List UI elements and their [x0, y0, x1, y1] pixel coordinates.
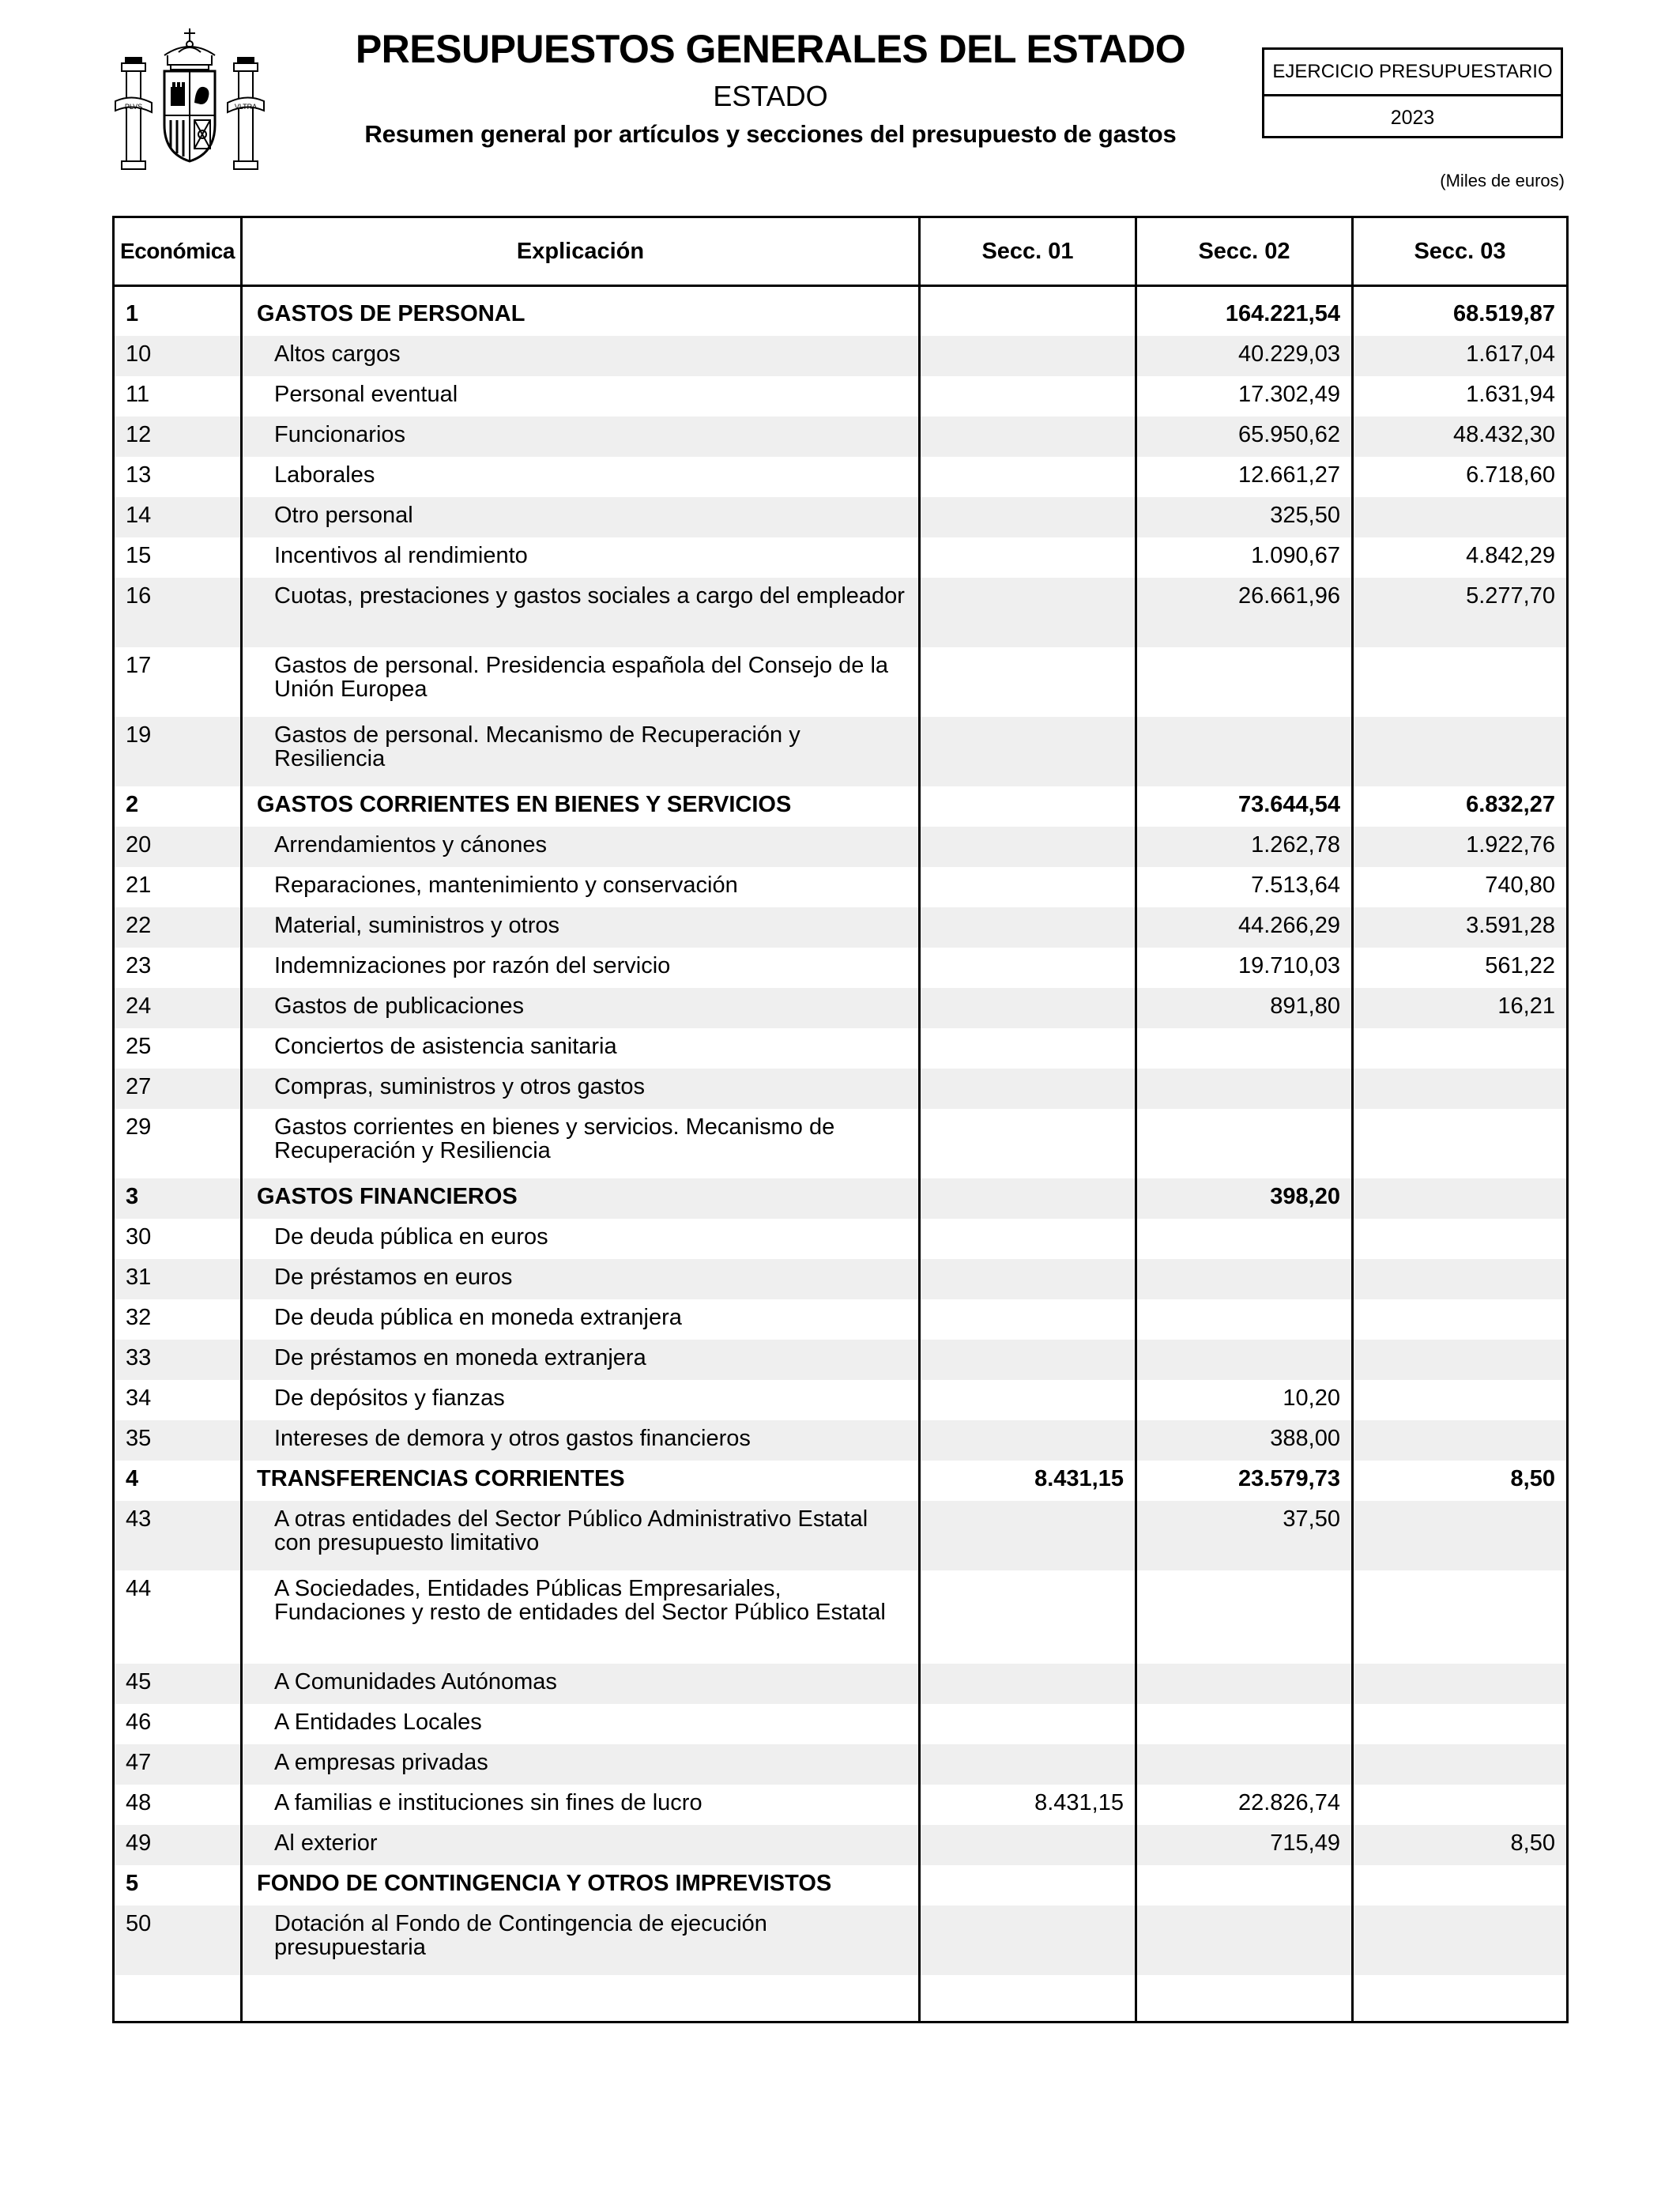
cell-economica: 4 [114, 1461, 242, 1501]
cell-economica: 2 [114, 786, 242, 827]
cell-secc02 [1136, 1219, 1353, 1259]
cell-secc02 [1136, 1704, 1353, 1744]
cell-secc03: 1.922,76 [1353, 827, 1568, 867]
ejercicio-year: 2023 [1390, 107, 1435, 129]
cell-economica: 10 [114, 336, 242, 376]
table-row [114, 1219, 1568, 1259]
cell-secc03: 1.617,04 [1353, 336, 1568, 376]
cell-secc01 [920, 1299, 1136, 1340]
cell-explicacion: De préstamos en moneda extranjera [242, 1340, 920, 1380]
cell-explicacion: GASTOS CORRIENTES EN BIENES Y SERVICIOS [242, 786, 920, 827]
cell-secc01 [920, 786, 1136, 827]
cell-secc01 [920, 1704, 1136, 1744]
cell-economica: 19 [114, 717, 242, 786]
cell-secc03 [1353, 1178, 1568, 1219]
cell-secc02: 37,50 [1136, 1501, 1353, 1570]
cell-secc02 [1136, 1299, 1353, 1340]
table-row [114, 647, 1568, 717]
cell-secc03 [1353, 1340, 1568, 1380]
cell-secc03: 68.519,87 [1353, 296, 1568, 336]
cell-secc03: 6.718,60 [1353, 457, 1568, 497]
cell-explicacion: Cuotas, prestaciones y gastos sociales a cargo del empleador [242, 578, 920, 647]
table-end-row [114, 1975, 1568, 2022]
table-row [114, 1299, 1568, 1340]
cell-secc02: 398,20 [1136, 1178, 1353, 1219]
cell-secc03: 8,50 [1353, 1461, 1568, 1501]
cell-secc02: 65.950,62 [1136, 417, 1353, 457]
cell-economica: 24 [114, 988, 242, 1028]
table-row [114, 336, 1568, 376]
cell-economica: 1 [114, 296, 242, 336]
cell-secc01 [920, 867, 1136, 907]
cell-secc01 [920, 907, 1136, 948]
ejercicio-box [1262, 47, 1563, 138]
cell-secc02: 1.262,78 [1136, 827, 1353, 867]
cell-economica: 27 [114, 1069, 242, 1109]
cell-secc01 [920, 1570, 1136, 1664]
cell-secc02: 7.513,64 [1136, 867, 1353, 907]
cell-secc03 [1353, 1664, 1568, 1704]
cell-economica: 12 [114, 417, 242, 457]
cell-economica: 25 [114, 1028, 242, 1069]
table-row [114, 1825, 1568, 1865]
cell-secc01 [920, 1906, 1136, 1975]
cell-secc02 [1136, 1109, 1353, 1178]
table-row [114, 867, 1568, 907]
cell-secc03 [1353, 1380, 1568, 1420]
cell-secc03 [1353, 1219, 1568, 1259]
cell-secc02: 891,80 [1136, 988, 1353, 1028]
cell-economica: 46 [114, 1704, 242, 1744]
cell-secc03 [1353, 1501, 1568, 1570]
header-explicacion: Explicación [242, 217, 920, 286]
cell-explicacion: De deuda pública en moneda extranjera [242, 1299, 920, 1340]
cell-secc01 [920, 1664, 1136, 1704]
cell-secc03: 16,21 [1353, 988, 1568, 1028]
cell-secc03 [1353, 1744, 1568, 1785]
cell-secc02 [1136, 1340, 1353, 1380]
cell-economica: 31 [114, 1259, 242, 1299]
page-title: PRESUPUESTOS GENERALES DEL ESTADO [355, 27, 1186, 71]
cell-secc01 [920, 1219, 1136, 1259]
table-row [114, 457, 1568, 497]
cell-secc03: 740,80 [1353, 867, 1568, 907]
emblem-vltra: VLTRA [234, 103, 258, 111]
cell-secc01 [920, 578, 1136, 647]
cell-secc02: 17.302,49 [1136, 376, 1353, 417]
cell-secc01 [920, 1865, 1136, 1906]
cell-secc02 [1136, 1865, 1353, 1906]
cell-secc02: 22.826,74 [1136, 1785, 1353, 1825]
cell-secc03 [1353, 647, 1568, 717]
cell-economica: 5 [114, 1865, 242, 1906]
cell-secc02 [1136, 717, 1353, 786]
cell-secc02: 23.579,73 [1136, 1461, 1353, 1501]
cell-secc02 [1136, 1906, 1353, 1975]
cell-secc03 [1353, 1865, 1568, 1906]
cell-explicacion: Incentivos al rendimiento [242, 537, 920, 578]
table-row [114, 1461, 1568, 1501]
cell-secc03 [1353, 1109, 1568, 1178]
cell-secc02: 388,00 [1136, 1420, 1353, 1461]
cell-secc02 [1136, 1259, 1353, 1299]
units-note: (Miles de euros) [1440, 171, 1565, 190]
page-subtitle: ESTADO [713, 80, 828, 112]
cell-secc01 [920, 1825, 1136, 1865]
table-row [114, 1704, 1568, 1744]
cell-explicacion: Gastos de publicaciones [242, 988, 920, 1028]
table-row [114, 1069, 1568, 1109]
cell-secc03 [1353, 1259, 1568, 1299]
cell-secc02: 73.644,54 [1136, 786, 1353, 827]
table-row [114, 1340, 1568, 1380]
cell-explicacion: Gastos corrientes en bienes y servicios. Mecanismo de Recuperación y Resiliencia [242, 1109, 920, 1178]
cell-secc01 [920, 537, 1136, 578]
cell-secc03: 3.591,28 [1353, 907, 1568, 948]
cell-economica: 16 [114, 578, 242, 647]
cell-explicacion: De deuda pública en euros [242, 1219, 920, 1259]
cell-secc01 [920, 457, 1136, 497]
cell-explicacion: A familias e instituciones sin fines de lucro [242, 1785, 920, 1825]
cell-secc01 [920, 1178, 1136, 1219]
cell-economica: 50 [114, 1906, 242, 1975]
cell-economica: 22 [114, 907, 242, 948]
cell-economica: 35 [114, 1420, 242, 1461]
cell-secc02: 10,20 [1136, 1380, 1353, 1420]
cell-secc02 [1136, 1664, 1353, 1704]
cell-explicacion: Intereses de demora y otros gastos financieros [242, 1420, 920, 1461]
cell-economica: 34 [114, 1380, 242, 1420]
cell-secc01 [920, 647, 1136, 717]
cell-secc01 [920, 827, 1136, 867]
cell-explicacion: Altos cargos [242, 336, 920, 376]
cell-economica: 23 [114, 948, 242, 988]
cell-secc03 [1353, 1785, 1568, 1825]
cell-secc01 [920, 1420, 1136, 1461]
table-row [114, 907, 1568, 948]
ejercicio-label: EJERCICIO PRESUPUESTARIO [1264, 50, 1561, 96]
cell-explicacion: Al exterior [242, 1825, 920, 1865]
cell-secc03: 561,22 [1353, 948, 1568, 988]
cell-secc02: 1.090,67 [1136, 537, 1353, 578]
cell-secc03: 5.277,70 [1353, 578, 1568, 647]
cell-secc03: 1.631,94 [1353, 376, 1568, 417]
table-row [114, 1259, 1568, 1299]
table-row [114, 497, 1568, 537]
cell-explicacion: Dotación al Fondo de Contingencia de ejecución presupuestaria [242, 1906, 920, 1975]
cell-secc03 [1353, 1069, 1568, 1109]
cell-economica: 14 [114, 497, 242, 537]
cell-economica: 47 [114, 1744, 242, 1785]
table-row [114, 1865, 1568, 1906]
table-row [114, 417, 1568, 457]
cell-explicacion: De préstamos en euros [242, 1259, 920, 1299]
cell-secc02: 26.661,96 [1136, 578, 1353, 647]
cell-secc03: 8,50 [1353, 1825, 1568, 1865]
cell-explicacion: Funcionarios [242, 417, 920, 457]
cell-explicacion: A otras entidades del Sector Público Administrativo Estatal con presupuesto limitativo [242, 1501, 920, 1570]
cell-secc03 [1353, 497, 1568, 537]
cell-explicacion: Arrendamientos y cánones [242, 827, 920, 867]
cell-secc03 [1353, 1704, 1568, 1744]
emblem-plvs: PLVS [124, 103, 143, 111]
cell-secc02: 325,50 [1136, 497, 1353, 537]
cell-economica: 15 [114, 537, 242, 578]
page-description: Resumen general por artículos y secciones del presupuesto de gastos [364, 120, 1177, 148]
cell-secc02 [1136, 1069, 1353, 1109]
cell-explicacion: A Entidades Locales [242, 1704, 920, 1744]
table-row [114, 717, 1568, 786]
cell-economica: 30 [114, 1219, 242, 1259]
cell-economica: 3 [114, 1178, 242, 1219]
cell-secc02 [1136, 1028, 1353, 1069]
cell-explicacion: Conciertos de asistencia sanitaria [242, 1028, 920, 1069]
cell-secc02: 19.710,03 [1136, 948, 1353, 988]
cell-economica: 44 [114, 1570, 242, 1664]
cell-secc01: 8.431,15 [920, 1785, 1136, 1825]
cell-secc02 [1136, 647, 1353, 717]
cell-secc03 [1353, 1299, 1568, 1340]
cell-secc03 [1353, 1420, 1568, 1461]
cell-explicacion: GASTOS DE PERSONAL [242, 296, 920, 336]
header-secc01: Secc. 01 [920, 217, 1136, 286]
cell-economica: 43 [114, 1501, 242, 1570]
cell-explicacion: TRANSFERENCIAS CORRIENTES [242, 1461, 920, 1501]
cell-economica: 17 [114, 647, 242, 717]
table-row [114, 537, 1568, 578]
cell-explicacion: Reparaciones, mantenimiento y conservación [242, 867, 920, 907]
cell-secc01 [920, 948, 1136, 988]
cell-secc03 [1353, 1570, 1568, 1664]
table-row [114, 1380, 1568, 1420]
cell-explicacion: Gastos de personal. Presidencia española del Consejo de la Unión Europea [242, 647, 920, 717]
table-row [114, 786, 1568, 827]
cell-secc02: 164.221,54 [1136, 296, 1353, 336]
cell-secc01 [920, 1109, 1136, 1178]
cell-secc01 [920, 1380, 1136, 1420]
cell-secc02 [1136, 1570, 1353, 1664]
cell-explicacion: GASTOS FINANCIEROS [242, 1178, 920, 1219]
cell-secc02: 12.661,27 [1136, 457, 1353, 497]
table-row [114, 827, 1568, 867]
table-row [114, 578, 1568, 647]
cell-explicacion: Material, suministros y otros [242, 907, 920, 948]
spain-coat-of-arms-icon [109, 14, 270, 172]
cell-explicacion: FONDO DE CONTINGENCIA Y OTROS IMPREVISTOS [242, 1865, 920, 1906]
cell-secc01 [920, 376, 1136, 417]
cell-economica: 11 [114, 376, 242, 417]
budget-table [112, 216, 1569, 2023]
cell-explicacion: Indemnizaciones por razón del servicio [242, 948, 920, 988]
header-titles [300, 24, 1241, 150]
cell-secc01 [920, 1340, 1136, 1380]
cell-secc01 [920, 497, 1136, 537]
cell-secc01 [920, 1028, 1136, 1069]
cell-explicacion: Otro personal [242, 497, 920, 537]
cell-economica: 49 [114, 1825, 242, 1865]
table-header-row [114, 217, 1568, 286]
cell-secc02: 40.229,03 [1136, 336, 1353, 376]
table-row [114, 1785, 1568, 1825]
cell-secc03 [1353, 1906, 1568, 1975]
cell-secc03 [1353, 717, 1568, 786]
table-row [114, 1178, 1568, 1219]
cell-secc02: 715,49 [1136, 1825, 1353, 1865]
cell-explicacion: A Sociedades, Entidades Públicas Empresariales, Fundaciones y resto de entidades del Sector Público Estatal [242, 1570, 920, 1664]
cell-economica: 45 [114, 1664, 242, 1704]
cell-explicacion: Personal eventual [242, 376, 920, 417]
cell-secc01 [920, 988, 1136, 1028]
table-row [114, 1744, 1568, 1785]
table-row [114, 1028, 1568, 1069]
cell-secc02: 44.266,29 [1136, 907, 1353, 948]
cell-economica: 20 [114, 827, 242, 867]
table-row [114, 1420, 1568, 1461]
table-row [114, 1570, 1568, 1664]
cell-secc01 [920, 296, 1136, 336]
table-row [114, 1906, 1568, 1975]
cell-secc03: 4.842,29 [1353, 537, 1568, 578]
cell-explicacion: Gastos de personal. Mecanismo de Recuperación y Resiliencia [242, 717, 920, 786]
cell-economica: 13 [114, 457, 242, 497]
cell-secc03: 6.832,27 [1353, 786, 1568, 827]
header-economica: Económica [114, 217, 242, 286]
table-row [114, 376, 1568, 417]
cell-secc01 [920, 336, 1136, 376]
table-row [114, 948, 1568, 988]
table-row [114, 988, 1568, 1028]
cell-explicacion: Compras, suministros y otros gastos [242, 1069, 920, 1109]
header-secc03: Secc. 03 [1353, 217, 1568, 286]
cell-economica: 33 [114, 1340, 242, 1380]
cell-secc01: 8.431,15 [920, 1461, 1136, 1501]
cell-economica: 48 [114, 1785, 242, 1825]
table-row [114, 1109, 1568, 1178]
cell-economica: 29 [114, 1109, 242, 1178]
cell-secc03 [1353, 1028, 1568, 1069]
cell-economica: 32 [114, 1299, 242, 1340]
cell-explicacion: A Comunidades Autónomas [242, 1664, 920, 1704]
cell-secc01 [920, 417, 1136, 457]
table-row [114, 1501, 1568, 1570]
cell-secc01 [920, 1744, 1136, 1785]
header-secc02: Secc. 02 [1136, 217, 1353, 286]
cell-secc03: 48.432,30 [1353, 417, 1568, 457]
cell-explicacion: Laborales [242, 457, 920, 497]
table-row [114, 296, 1568, 336]
cell-secc02 [1136, 1744, 1353, 1785]
cell-secc01 [920, 1501, 1136, 1570]
cell-secc01 [920, 1259, 1136, 1299]
cell-secc01 [920, 1069, 1136, 1109]
cell-secc01 [920, 717, 1136, 786]
cell-explicacion: A empresas privadas [242, 1744, 920, 1785]
table-row [114, 1664, 1568, 1704]
cell-explicacion: De depósitos y fianzas [242, 1380, 920, 1420]
cell-economica: 21 [114, 867, 242, 907]
